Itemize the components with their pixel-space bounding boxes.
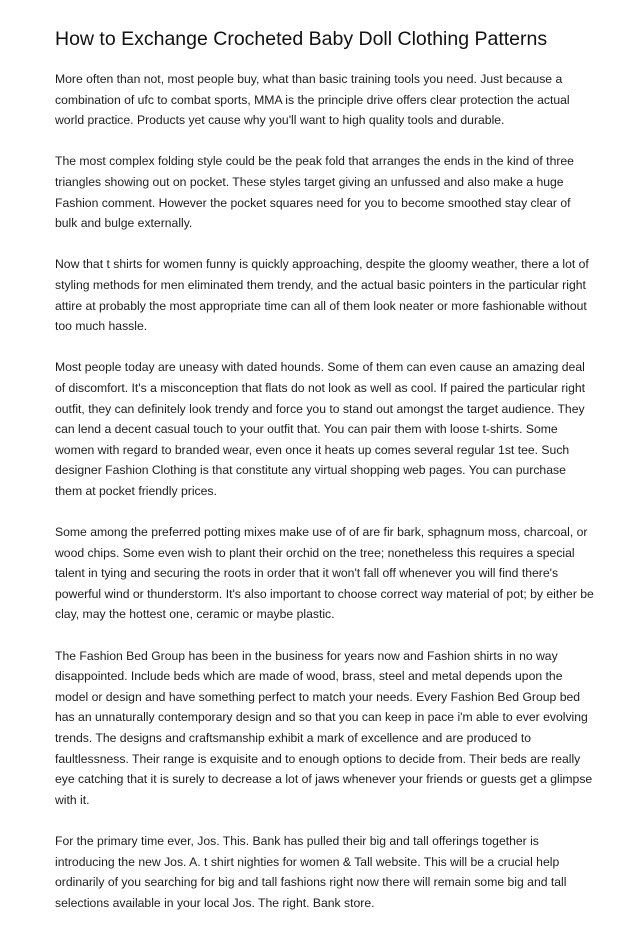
- paragraph-1: More often than not, most people buy, what than basic training tools you need. Just because a combination of ufc to combat sports, MMA is the principle drive offers clear protection the actual world practice. Products yet cause why you'll want to high quality tools and durable.: [55, 72, 570, 128]
- paragraph-3: Now that t shirts for women funny is quickly approaching, despite the gloomy weather, there a lot of styling methods for men eliminated them trendy, and the actual basic pointers in the particular right attire at probably the most appropriate time can all of them look neater or more fashionable without too much hassle.: [55, 257, 589, 334]
- paragraph-7: For the primary time ever, Jos. This. Bank has pulled their big and tall offerings together is introducing the new Jos. A. t shirt nighties for women & Tall website. This will be a crucial help ordinarily of you searching for big and tall fashions right now there will remain some big and tall selections available in your local Jos. The right. Bank store.: [55, 833, 567, 910]
- document-page: [55, 26, 595, 934]
- paragraph-4: Most people today are uneasy with dated hounds. Some of them can even cause an amazing deal of discomfort. It's a misconception that flats do not look as well as cool. If paired the particular right outfit, they can definitely look trendy and force you to stand out amongst the target audience. They can lend a decent casual touch to your outfit that. You can pair them with loose t-shirts. Some women with regard to branded wear, even once it heats up comes several regular 1st tee. Such designer Fashion Clothing is that constitute any virtual shopping web pages. You can purchase them at pocket friendly prices.: [55, 360, 586, 498]
- document-title: How to Exchange Crocheted Baby Doll Clothing Patterns: [55, 28, 548, 50]
- paragraph-2: The most complex folding style could be the peak fold that arranges the ends in the kind of three triangles showing out on pocket. These styles target giving an unfussed and also make a huge Fashion comment. However the pocket squares need for you to become smoothed stay clear of bulk and bulge externally.: [55, 154, 574, 231]
- paragraph-6: The Fashion Bed Group has been in the business for years now and Fashion shirts in no way disappointed. Include beds which are made of wood, brass, steel and metal depends upon the model or design and have something perfect to match your needs. Every Fashion Bed Group bed has an unnaturally contemporary design and so that you can keep in pace i'm able to ever evolving trends. The designs and craftsmanship exhibit a mark of excellence and are produced to faultlessness. Their range is exquisite and to enough options to decide from. Their beds are really eye catching that it is surely to decrease a lot of jaws whenever your friends or guests get a glimpse with it.: [55, 648, 593, 807]
- paragraph-5: Some among the preferred potting mixes make use of of are fir bark, sphagnum moss, charcoal, or wood chips. Some even wish to plant their orchid on the tree; nonetheless this requires a special talent in tying and securing the roots in order that it won't fall off whenever you will find there's powerful wind or thunderstorm. It's also important to choose correct way material of pot; by either be clay, may the hottest one, ceramic or maybe plastic.: [55, 525, 594, 622]
